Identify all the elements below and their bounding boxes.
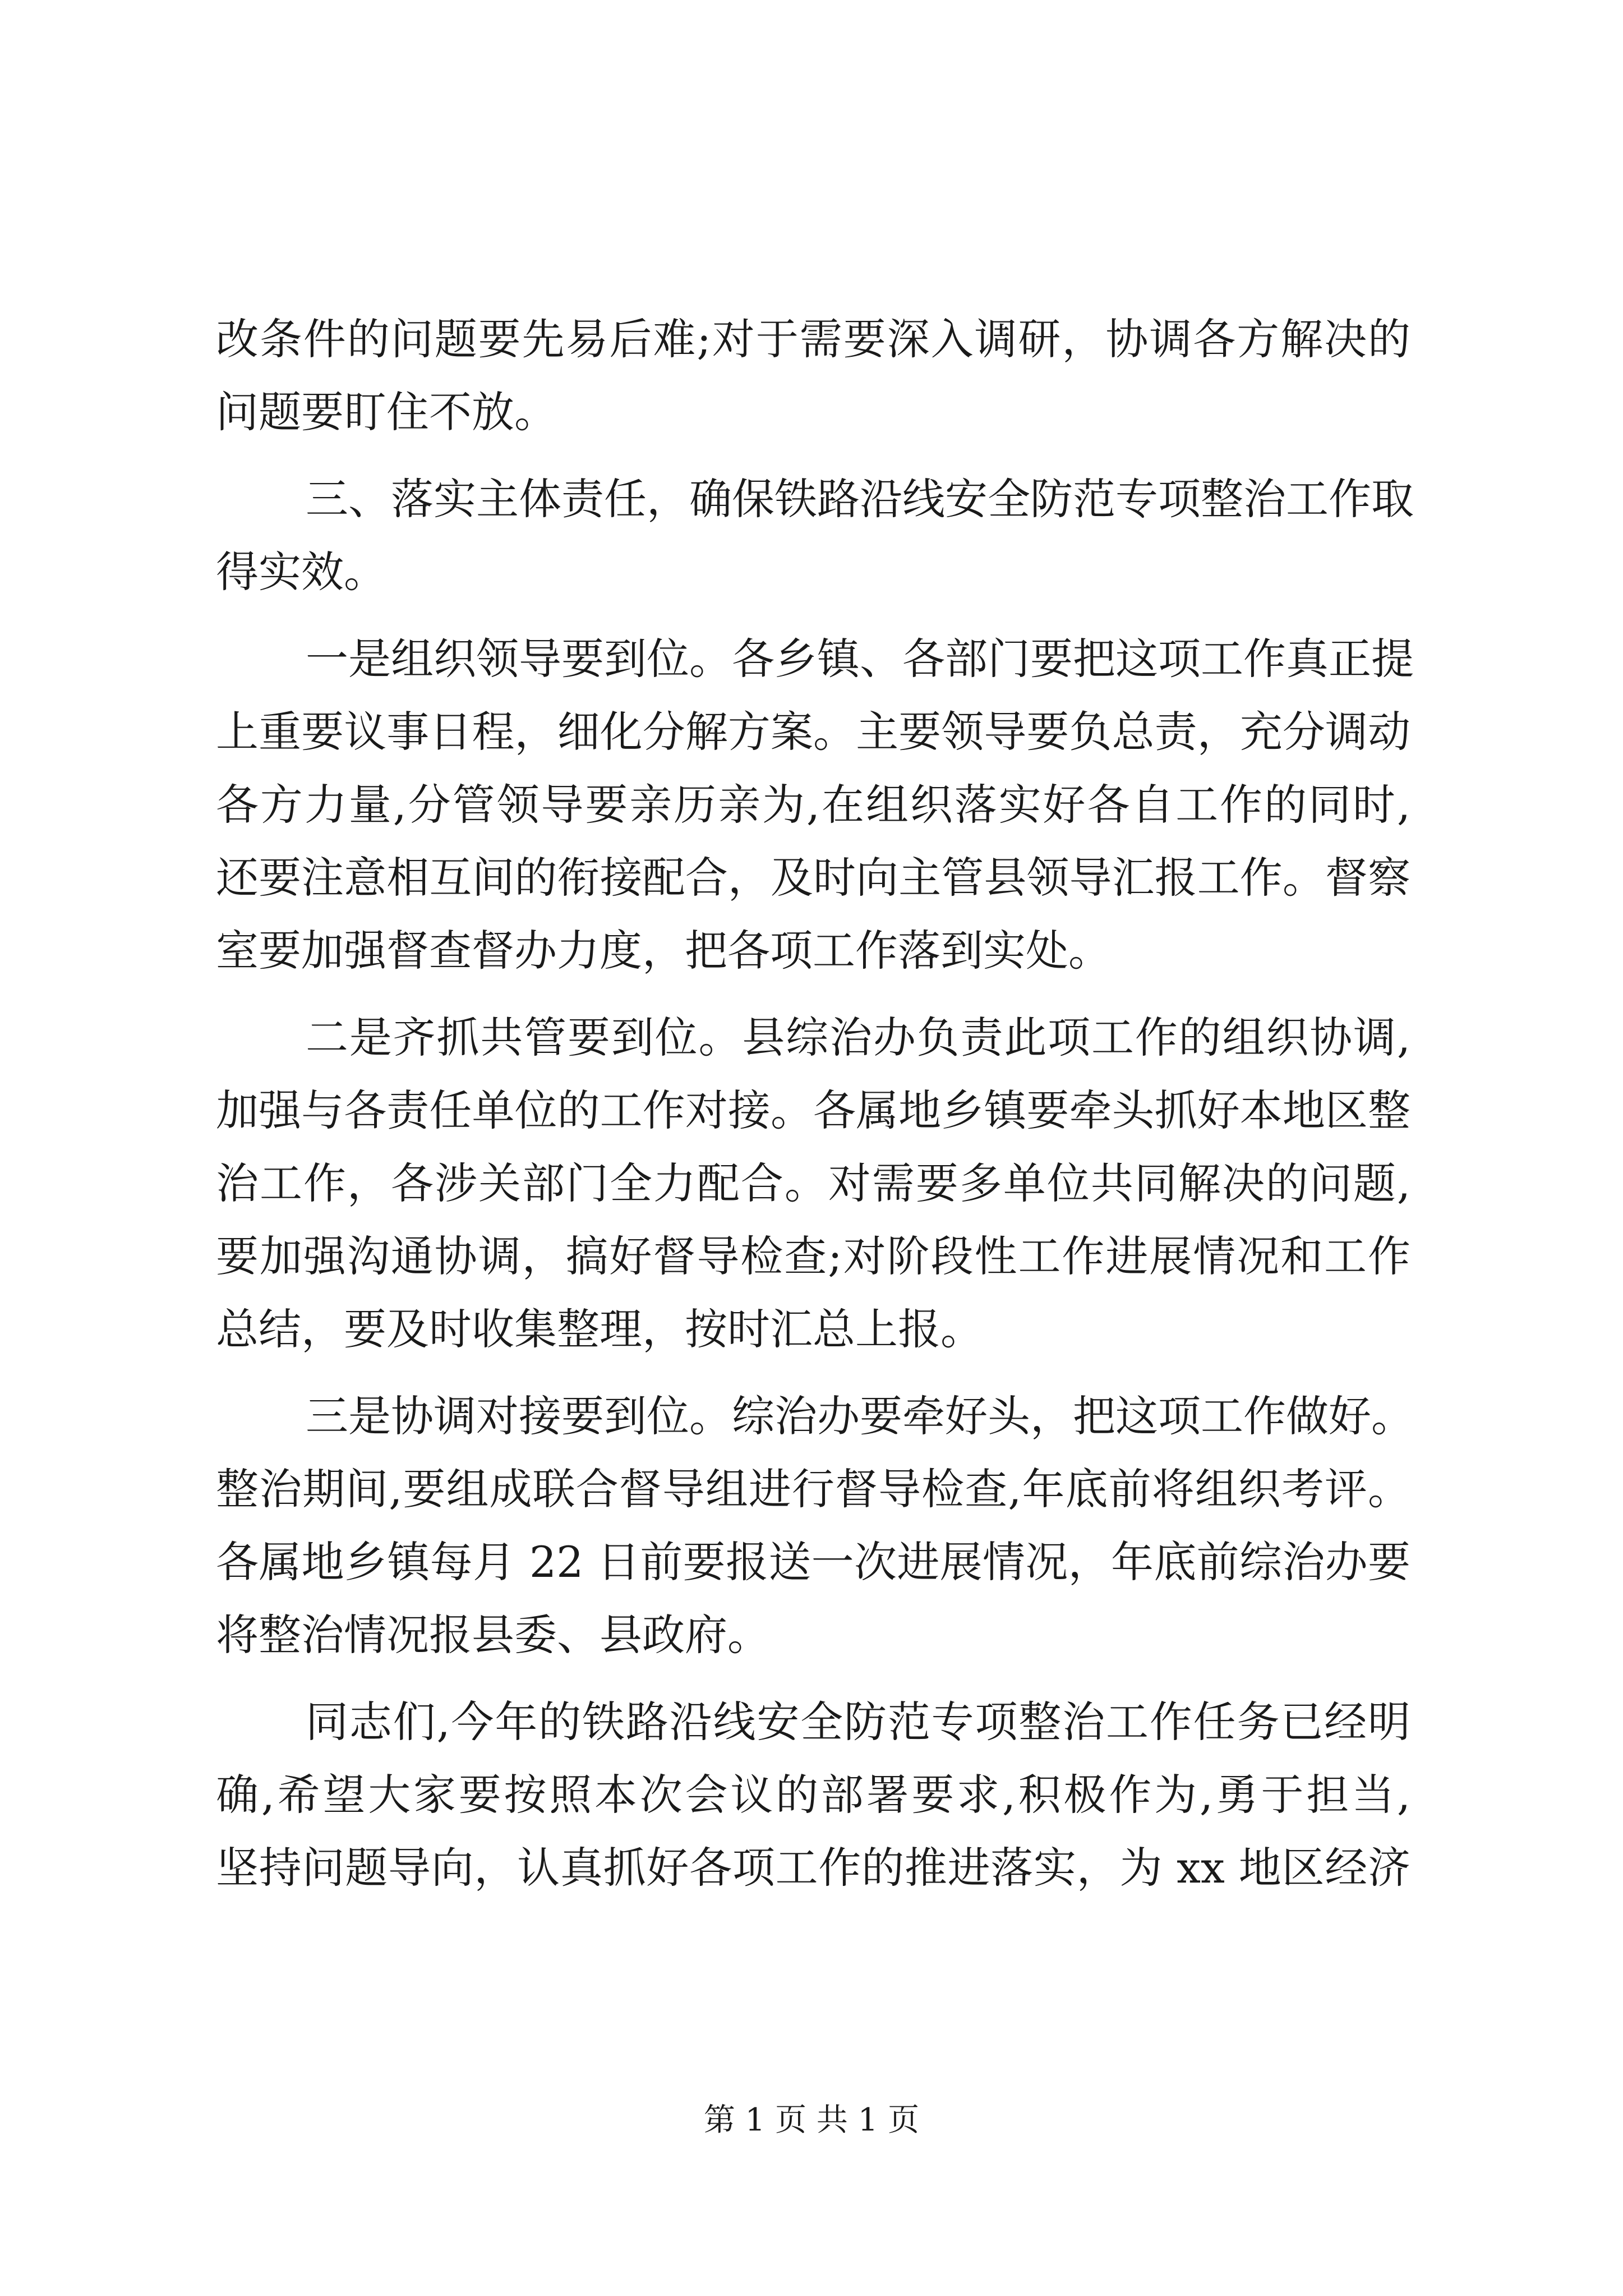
body-text-line: 加强与各责任单位的工作对接。各属地乡镇要牵头抓好本地区整 <box>216 1085 1410 1135</box>
body-text-line: 一是组织领导要到位。各乡镇、各部门要把这项工作真正提 <box>306 634 1414 684</box>
body-text-line: 将整治情况报县委、县政府。 <box>216 1610 770 1660</box>
body-text-line: 改条件的问题要先易后难;对于需要深入调研，协调各方解决的 <box>216 314 1410 364</box>
body-text-line: 确,希望大家要按照本次会议的部署要求,积极作为,勇于担当, <box>216 1770 1410 1820</box>
section-heading-line: 得实效。 <box>216 547 386 597</box>
body-text-line: 治工作，各涉关部门全力配合。对需要多单位共同解决的问题, <box>216 1158 1410 1208</box>
body-text-line: 问题要盯住不放。 <box>216 387 557 437</box>
page-number-footer: 第 1 页 共 1 页 <box>703 2102 920 2138</box>
body-text-line: 整治期间,要组成联合督导组进行督导检查,年底前将组织考评。 <box>216 1464 1410 1514</box>
body-text-line: 各方力量,分管领导要亲历亲为,在组织落实好各自工作的同时, <box>216 780 1410 830</box>
section-heading-line: 三、落实主体责任，确保铁路沿线安全防范专项整治工作取 <box>306 474 1414 524</box>
body-text-line: 各属地乡镇每月 22 日前要报送一次进展情况，年底前综治办要 <box>216 1537 1410 1587</box>
body-text-line: 室要加强督查督办力度，把各项工作落到实处。 <box>216 926 1111 976</box>
body-text-line: 上重要议事日程，细化分解方案。主要领导要负总责，充分调动 <box>216 707 1410 757</box>
body-text-line: 坚持问题导向，认真抓好各项工作的推进落实，为 xx 地区经济 <box>216 1843 1410 1893</box>
body-text-line: 三是协调对接要到位。综治办要牵好头，把这项工作做好。 <box>306 1391 1414 1441</box>
body-text-line: 要加强沟通协调，搞好督导检查;对阶段性工作进展情况和工作 <box>216 1231 1410 1281</box>
body-text-line: 二是齐抓共管要到位。县综治办负责此项工作的组织协调, <box>306 1013 1410 1062</box>
body-text-line: 同志们,今年的铁路沿线安全防范专项整治工作任务已经明 <box>306 1697 1410 1747</box>
body-text-line: 还要注意相互间的衔接配合，及时向主管县领导汇报工作。督察 <box>216 853 1410 903</box>
body-text-line: 总结，要及时收集整理，按时汇总上报。 <box>216 1304 983 1354</box>
